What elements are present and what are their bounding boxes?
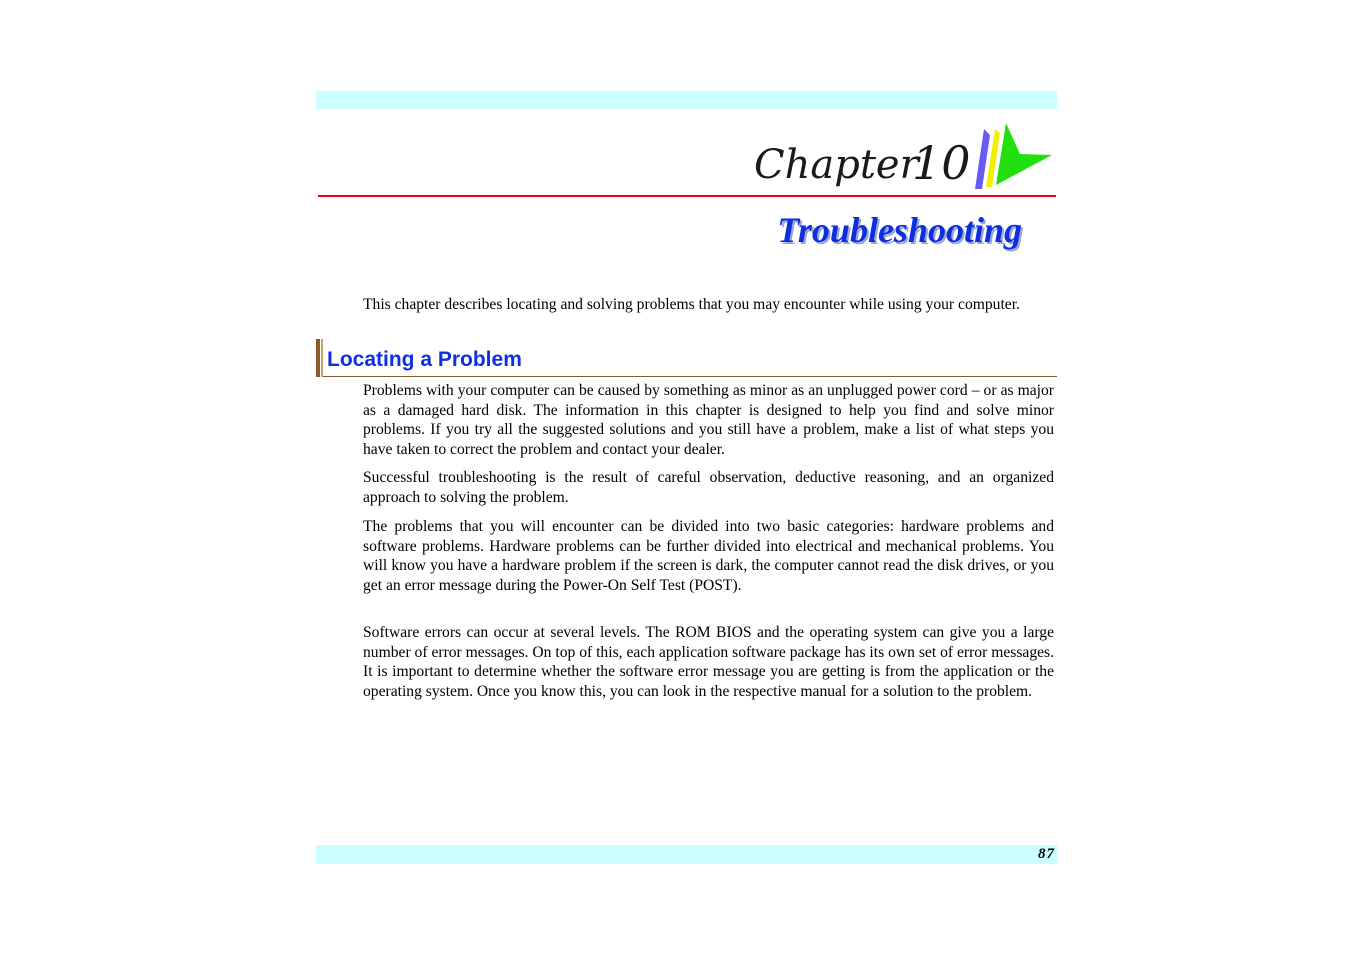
header-band <box>316 91 1057 109</box>
body-paragraph: Problems with your computer can be caused by something as minor as an unplugged power cord – or as major as a damaged hard disk. The information in this chapter is designed to help you find and solve minor problems. If you try all the suggested solutions and you still have a problem, make a list of what steps you have taken to correct the problem and contact your dealer. <box>363 382 1054 458</box>
section-rule <box>323 376 1057 377</box>
chapter-title: Troubleshooting <box>777 210 1022 250</box>
chapter-label: Chapter <box>754 142 919 188</box>
body-paragraph: Successful troubleshooting is the result of careful observation, deductive reasoning, and an organized approach to solving the problem. <box>363 469 1054 506</box>
body-paragraph: The problems that you will encounter can be divided into two basic categories: hardware problems and software problems. Hardware problems can be further divided into electrical and mechanical problems. You will know you have a hardware problem if the screen is dark, the computer cannot read the disk drives, or you get an error message during the Power-On Self Test (POST). <box>363 518 1054 594</box>
header-rule <box>318 195 1056 197</box>
section-marker <box>316 339 323 377</box>
page-number: 87 <box>1038 846 1055 862</box>
chapter-flag-icon <box>972 121 1056 195</box>
body-paragraph: Software errors can occur at several levels. The ROM BIOS and the operating system can give you a large number of error messages. On top of this, each application software package has its own set of error messages. It is important to determine whether the software error message you are getting is from the application or the operating system. Once you know this, you can look in the respective manual for a solution to the problem. <box>363 624 1054 700</box>
intro-paragraph: This chapter describes locating and solving problems that you may encounter while using your computer. <box>363 296 1020 313</box>
footer-band <box>316 845 1057 864</box>
chapter-number: 10 <box>912 136 971 190</box>
section-heading: Locating a Problem <box>327 348 522 371</box>
